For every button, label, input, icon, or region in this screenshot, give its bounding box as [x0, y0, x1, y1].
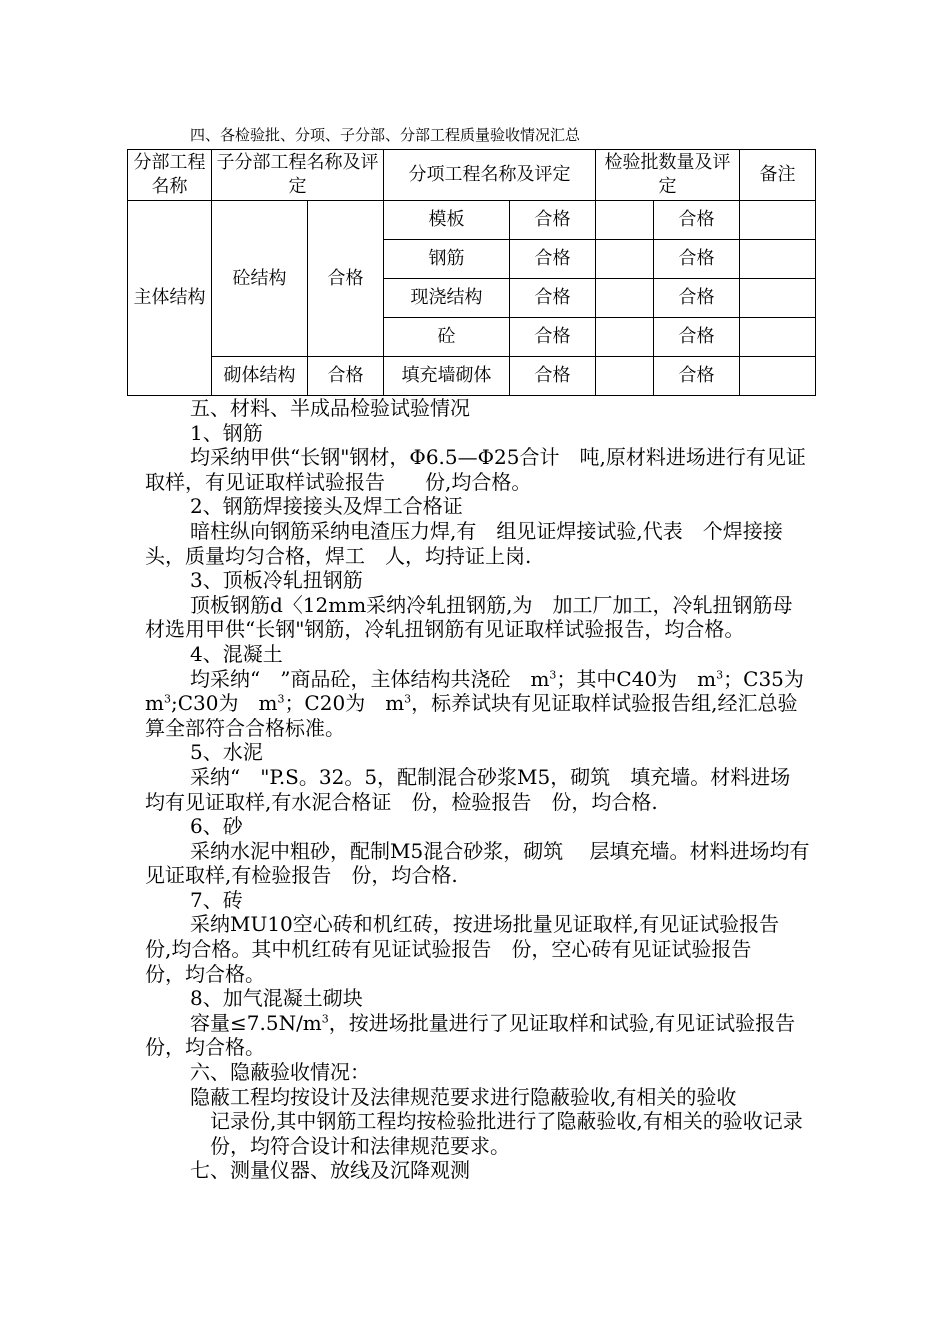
subsection-title: 1、钢筋 [190, 420, 263, 445]
subsection-title: 4、混凝土 [190, 641, 283, 666]
paragraph: 采纳MU10空心砖和机红砖，按进场批量见证取样,有见证试验报告 份,均合格。其中机红砖有见证试验报告 份，空心砖有见证试验报告 份，均合格。 [145, 912, 800, 986]
batch-count [596, 201, 654, 240]
quality-summary-table [127, 149, 816, 396]
sub-division-grade: 合格 [308, 201, 384, 357]
subsection-title: 2、钢筋焊接接头及焊工合格证 [190, 494, 463, 519]
note-cell [740, 279, 816, 318]
text-run: 隐蔽工程均按设计及法律规范要求进行隐蔽验收,有相关的验收 [190, 1084, 737, 1109]
superscript: 3 [549, 667, 557, 681]
subsection-title: 3、顶板冷轧扭钢筋 [190, 568, 363, 593]
item-grade: 合格 [510, 318, 596, 357]
paragraph: 采纳“ "P.S。32。5，配制混合砂浆M5，砌筑 填充墙。材料进场均有见证取样,有水泥合格证 份，检验报告 份，均合格. [145, 764, 791, 814]
batch-count [596, 318, 654, 357]
item-name: 填充墙砌体 [384, 357, 510, 396]
note-cell [740, 357, 816, 396]
superscript: 3 [716, 667, 724, 681]
header-note: 备注 [740, 150, 816, 201]
header-sub-division: 子分部工程名称及评定 [212, 150, 384, 201]
superscript: 3 [321, 1012, 329, 1026]
text-run: 均采纳“ ”商品砼，主体结构共浇砼 m [190, 666, 550, 691]
item-grade: 合格 [510, 240, 596, 279]
section-heading: 七、测量仪器、放线及沉降观测 [190, 1158, 470, 1183]
sub-division-grade: 合格 [308, 357, 384, 396]
text-run: 容量≤7.5N/m [190, 1010, 322, 1035]
subsection-title: 6、砂 [190, 814, 243, 839]
paragraph [145, 666, 824, 741]
paragraph: 顶板钢筋d〈12mm采纳冷轧扭钢筋,为 加工厂加工，冷轧扭钢筋母材选用甲供“长钢"钢筋，冷轧扭钢筋有见证取样试验报告，均合格。 [145, 592, 793, 642]
paragraph: 采纳水泥中粗砂，配制M5混合砂浆，砌筑 层填充墙。材料进场均有见证取样,有检验报告 份，均合格. [145, 838, 810, 888]
table-header-row [128, 150, 816, 201]
text-run: ，标养试块有见证取样试验报告组,经汇总验算全部符合合格标准。 [145, 691, 798, 740]
subsection-title: 5、水泥 [190, 740, 263, 765]
table-row [128, 201, 816, 240]
table-row [128, 357, 816, 396]
text-run: ；C35为 m [145, 666, 824, 716]
item-grade: 合格 [510, 279, 596, 318]
text-run: ；C20为 m [284, 691, 405, 716]
document-body [145, 396, 824, 1183]
paragraph [145, 1084, 823, 1159]
superscript: 3 [277, 692, 285, 706]
batch-grade: 合格 [654, 240, 740, 279]
text-run: ；其中C40为 m [556, 666, 717, 691]
table-caption: 四、各检验批、分项、子分部、分部工程质量验收情况汇总 [190, 126, 581, 144]
batch-count [596, 240, 654, 279]
header-division: 分部工程名称 [128, 150, 212, 201]
paragraph [145, 1010, 816, 1060]
item-name: 砼 [384, 318, 510, 357]
batch-count [596, 357, 654, 396]
batch-grade: 合格 [654, 279, 740, 318]
division-cell: 主体结构 [128, 201, 212, 396]
sub-division-name: 砌体结构 [212, 357, 308, 396]
batch-grade: 合格 [654, 357, 740, 396]
header-item: 分项工程名称及评定 [384, 150, 596, 201]
text-run: ，按进场批量进行了见证取样和试验,有见证试验报告 份，均合格。 [145, 1010, 816, 1060]
note-cell [740, 240, 816, 279]
superscript: 3 [404, 692, 412, 706]
superscript: 3 [163, 692, 171, 706]
header-batch: 检验批数量及评定 [596, 150, 740, 201]
text-run: 记录份,其中钢筋工程均按检验批进行了隐蔽验收,有相关的验收记录 份，均符合设计和法律规范要求。 [210, 1109, 823, 1158]
batch-count [596, 279, 654, 318]
item-name: 钢筋 [384, 240, 510, 279]
batch-grade: 合格 [654, 201, 740, 240]
batch-grade: 合格 [654, 318, 740, 357]
item-grade: 合格 [510, 357, 596, 396]
paragraph: 均采纳甲供“长钢"钢材，Φ6.5—Φ25合计 吨,原材料进场进行有见证取样，有见证取样试验报告 份,均合格。 [145, 445, 806, 494]
note-cell [740, 318, 816, 357]
section-heading: 五、材料、半成品检验试验情况 [190, 396, 470, 420]
text-run: ;C30为 m [170, 691, 278, 716]
note-cell [740, 201, 816, 240]
sub-division-name: 砼结构 [212, 201, 308, 357]
item-grade: 合格 [510, 201, 596, 240]
item-name: 现浇结构 [384, 279, 510, 318]
paragraph: 暗柱纵向钢筋采纳电渣压力焊,有 组见证焊接试验,代表 个焊接接头，质量均匀合格，焊工 人，均持证上岗. [145, 518, 783, 568]
section-heading: 六、隐蔽验收情况： [190, 1060, 370, 1085]
subsection-title: 7、砖 [190, 887, 243, 912]
item-name: 模板 [384, 201, 510, 240]
subsection-title: 8、加气混凝土砌块 [190, 986, 363, 1011]
